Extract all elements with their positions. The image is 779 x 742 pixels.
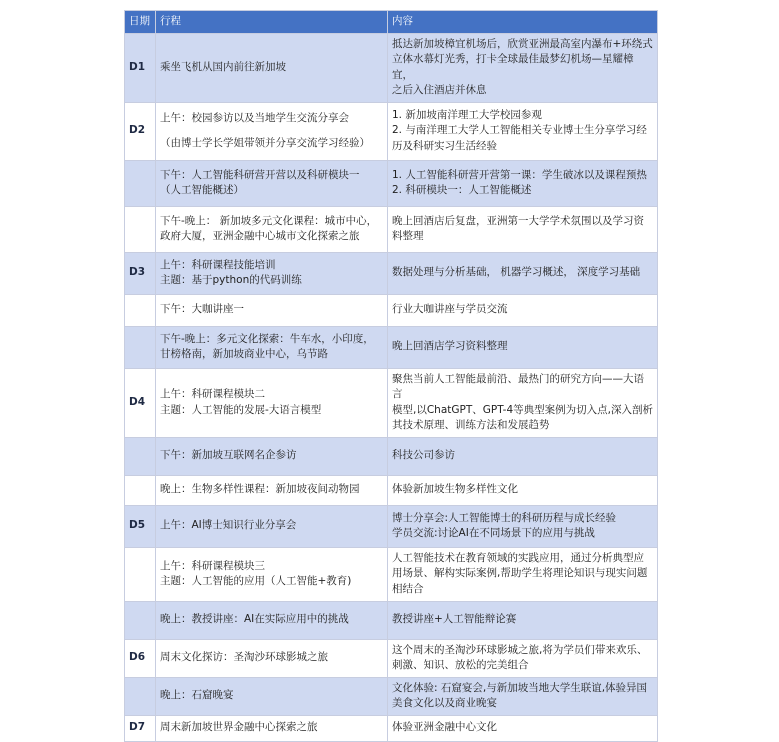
header-trip: 行程: [156, 11, 388, 34]
content-line: 2. 科研模块一：人工智能概述: [392, 184, 532, 196]
itinerary-table: [124, 10, 658, 742]
content-line: 刺激、知识、放松的完美组合: [392, 659, 529, 671]
content-line: 聚焦当前人工智能最前沿、最热门的研究方向——大语言: [392, 372, 644, 400]
content-line: 之后入住酒店并休息: [392, 84, 487, 96]
day-cell: D1: [125, 33, 156, 102]
header-date: 日期: [125, 11, 156, 34]
trip-line: 下午：新加坡互联网名企参访: [160, 449, 297, 462]
content-cell: [388, 505, 658, 547]
table-body: [125, 33, 658, 741]
trip-cell: [156, 160, 388, 206]
trip-line: 甘榜格南，新加坡商业中心，乌节路: [160, 348, 328, 360]
trip-line: 上午：校园参访以及当地学生交流分享会: [160, 112, 349, 124]
content-line: 抵达新加坡樟宜机场后，欣赏亚洲最高室内瀑布+环绕式: [392, 37, 653, 50]
trip-cell: [156, 475, 388, 505]
table-row: [125, 715, 658, 741]
table-row: [125, 160, 658, 206]
day-cell: [125, 547, 156, 601]
trip-line: 上午：AI博士知识行业分享会: [160, 519, 297, 532]
content-line: 学员交流:讨论AI在不同场景下的应用与挑战: [392, 527, 595, 539]
trip-line: 周末文化探访：圣淘沙环球影城之旅: [160, 651, 328, 664]
content-line: 晚上回酒店学习资料整理: [392, 340, 508, 353]
trip-line: 周末新加坡世界金融中心探索之旅: [160, 721, 318, 734]
content-line: 立体水幕灯光秀，打卡全球最佳最梦幻机场—星耀樟宜，: [392, 53, 634, 81]
content-cell: [388, 437, 658, 475]
content-cell: [388, 252, 658, 294]
trip-line: 上午：科研课程模块二: [160, 388, 265, 400]
content-line: 历及科研实习生活经验: [392, 139, 497, 152]
content-cell: [388, 160, 658, 206]
day-cell: D3: [125, 252, 156, 294]
trip-line: 主题：基于python的代码训练: [160, 274, 302, 286]
table-row: [125, 601, 658, 639]
content-line: 美食文化以及商业晚宴: [392, 697, 497, 709]
content-cell: [388, 677, 658, 715]
content-line: 1. 人工智能科研营开营第一课：学生破冰以及课程预热: [392, 168, 647, 181]
trip-line: 上午：科研课程模块三: [160, 559, 265, 572]
trip-line: 晚上：石窟晚宴: [160, 689, 234, 702]
content-line: 行业大咖讲座与学员交流: [392, 303, 508, 316]
table-row: [125, 437, 658, 475]
table-row: [125, 206, 658, 252]
content-cell: [388, 326, 658, 368]
day-cell: D5: [125, 505, 156, 547]
trip-line: 下午-晚上：多元文化探索：牛车水，小印度，: [160, 332, 374, 345]
table-row: [125, 102, 658, 160]
content-cell: [388, 601, 658, 639]
content-cell: [388, 102, 658, 160]
content-line: 数据处理与分析基础， 机器学习概述， 深度学习基础: [392, 266, 641, 279]
content-line: 人工智能技术在教育领域的实践应用，通过分析典型应: [392, 551, 644, 564]
content-cell: [388, 639, 658, 677]
trip-cell: [156, 294, 388, 326]
content-line: 1. 新加坡南洋理工大学校园参观: [392, 108, 542, 121]
content-line: 体验亚洲金融中心文化: [392, 721, 497, 734]
day-cell: D4: [125, 368, 156, 437]
trip-cell: [156, 715, 388, 741]
day-cell: [125, 160, 156, 206]
trip-line: （由博士学长学姐带领并分享交流学习经验）: [160, 136, 370, 149]
content-cell: [388, 547, 658, 601]
trip-line: 乘坐飞机从国内前往新加坡: [160, 60, 286, 73]
table-row: [125, 368, 658, 437]
trip-line: 下午：大咖讲座一: [160, 303, 244, 316]
trip-line: 晚上：教授讲座：AI在实际应用中的挑战: [160, 613, 349, 626]
content-line: 用场景、解构实际案例,帮助学生将理论知识与现实问题: [392, 567, 648, 580]
trip-cell: [156, 326, 388, 368]
trip-cell: [156, 206, 388, 252]
day-cell: [125, 601, 156, 639]
trip-cell: [156, 102, 388, 160]
trip-cell: [156, 368, 388, 437]
content-cell: [388, 294, 658, 326]
content-line: 博士分享会:人工智能博士的科研历程与成长经验: [392, 511, 617, 524]
table-row: [125, 547, 658, 601]
trip-cell: [156, 505, 388, 547]
trip-cell: [156, 677, 388, 715]
trip-line: 政府大厦，亚洲金融中心城市文化探索之旅: [160, 230, 360, 242]
table-row: [125, 252, 658, 294]
trip-line: 晚上：生物多样性课程：新加坡夜间动物园: [160, 483, 360, 496]
content-cell: [388, 33, 658, 102]
day-cell: [125, 437, 156, 475]
day-cell: [125, 326, 156, 368]
content-cell: [388, 715, 658, 741]
trip-line: 主题：人工智能的应用（人工智能+教育): [160, 575, 352, 587]
day-cell: D6: [125, 639, 156, 677]
day-cell: [125, 206, 156, 252]
table-row: [125, 505, 658, 547]
header-row: [125, 11, 658, 34]
trip-cell: [156, 639, 388, 677]
table-row: [125, 475, 658, 505]
table-row: [125, 33, 658, 102]
table-row: [125, 326, 658, 368]
day-cell: [125, 677, 156, 715]
trip-line: 下午-晚上： 新加坡多元文化课程：城市中心，: [160, 214, 378, 227]
trip-line: 上午：科研课程技能培训: [160, 258, 276, 271]
table-row: [125, 294, 658, 326]
content-line: 模型,以ChatGPT、GPT-4等典型案例为切入点,深入剖析: [392, 403, 653, 416]
content-line: 料整理: [392, 230, 424, 242]
content-line: 文化体验: 石窟宴会,与新加坡当地大学生联谊,体验异国: [392, 681, 648, 694]
day-cell: [125, 475, 156, 505]
content-line: 体验新加坡生物多样性文化: [392, 483, 518, 496]
content-line: 其技术原理、训练方法和发展趋势: [392, 419, 550, 431]
content-cell: [388, 368, 658, 437]
trip-line: [160, 127, 383, 136]
content-line: 2. 与南洋理工大学人工智能相关专业博士生分享学习经: [392, 124, 647, 137]
trip-cell: [156, 437, 388, 475]
day-cell: [125, 294, 156, 326]
table-row: [125, 677, 658, 715]
trip-cell: [156, 252, 388, 294]
content-line: 科技公司参访: [392, 449, 455, 462]
trip-cell: [156, 601, 388, 639]
content-line: 晚上回酒店后复盘，亚洲第一大学学术氛围以及学习资: [392, 214, 644, 227]
content-line: 相结合: [392, 582, 424, 595]
trip-line: （人工智能概述）: [160, 184, 244, 196]
day-cell: D2: [125, 102, 156, 160]
table-row: [125, 639, 658, 677]
trip-cell: [156, 547, 388, 601]
content-line: 这个周末的圣淘沙环球影城之旅,将为学员们带来欢乐、: [392, 643, 648, 656]
content-cell: [388, 475, 658, 505]
content-cell: [388, 206, 658, 252]
trip-line: 下午：人工智能科研营开营以及科研模块一: [160, 168, 360, 181]
header-content: 内容: [388, 11, 658, 34]
trip-line: 主题：人工智能的发展-大语言模型: [160, 403, 322, 416]
trip-cell: [156, 33, 388, 102]
day-cell: D7: [125, 715, 156, 741]
content-line: 教授讲座+人工智能辩论赛: [392, 613, 517, 626]
